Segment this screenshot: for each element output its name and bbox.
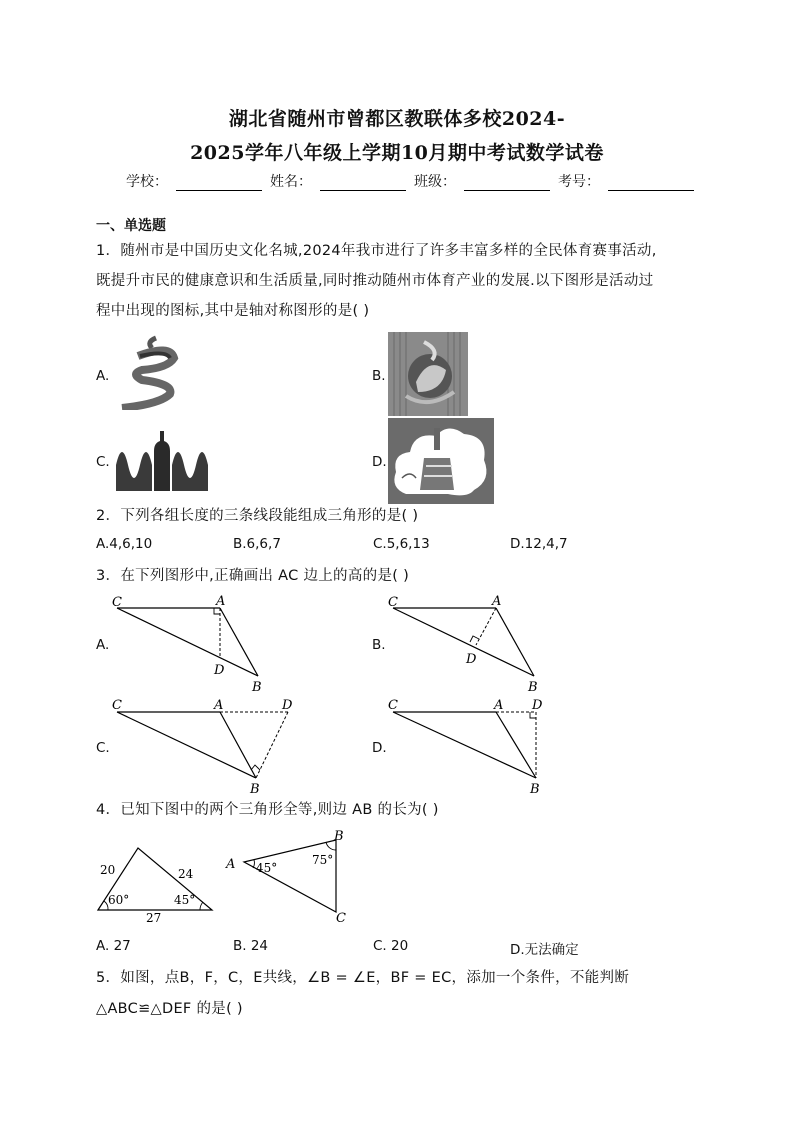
q3-figure-b — [384, 590, 554, 695]
angle-60: 60° — [108, 893, 130, 907]
label-a2: A — [226, 857, 236, 872]
q4-figure-2 — [224, 828, 354, 926]
q4-option-d[interactable]: D.无法确定 — [510, 942, 579, 958]
q4-stem: 4．已知下图中的两个三角形全等,则边 AB 的长为( ) — [96, 802, 439, 818]
q2-option-b[interactable]: B.6,6,7 — [233, 536, 281, 552]
q1-line-3: 程中出现的图标,其中是轴对称图形的是( ) — [96, 303, 370, 319]
q3-option-d-label: D. — [372, 740, 387, 756]
q2-option-a[interactable]: A.4,6,10 — [96, 536, 153, 552]
q1-line-1: 1．随州市是中国历史文化名城,2024年我市进行了许多丰富多样的全民体育赛事活动, — [96, 243, 657, 259]
q5-line-2: △ABC≌△DEF 的是( ) — [96, 1001, 243, 1017]
side-24: 24 — [178, 867, 194, 881]
q1-option-b-label: B. — [372, 368, 386, 384]
title-line-2: 2025学年八年级上学期10月期中考试数学试卷 — [190, 142, 604, 164]
label-b: B — [250, 782, 260, 796]
class-blank[interactable] — [464, 176, 550, 191]
angle-45b: 45° — [256, 861, 278, 875]
label-c2: C — [336, 911, 346, 926]
label-d: D — [214, 663, 225, 678]
school-label: 学校： — [126, 174, 168, 190]
q3-figure-a — [108, 590, 278, 695]
q2-stem: 2．下列各组长度的三条线段能组成三角形的是( ) — [96, 508, 419, 524]
section-heading: 一、单选题 — [96, 218, 166, 234]
label-b: B — [530, 782, 540, 796]
q3-option-b-label: B. — [372, 637, 386, 653]
label-b2: B — [334, 829, 344, 844]
q1-line-2: 既提升市民的健康意识和生活质量,同时推动随州市体育产业的发展.以下图形是活动过 — [96, 273, 654, 289]
label-c: C — [388, 595, 398, 610]
q3-figure-c — [108, 692, 308, 796]
name-label: 姓名： — [270, 174, 312, 190]
angle-75: 75° — [312, 853, 334, 867]
icon-c-bell-waves — [114, 425, 210, 495]
label-c: C — [388, 698, 398, 713]
student-info-row — [126, 171, 702, 191]
q5-line-1: 5．如图，点B，F，C，E共线，∠B = ∠E，BF = EC，添加一个条件，不能判断 — [96, 970, 630, 986]
label-a: A — [216, 594, 226, 609]
label-d: D — [466, 652, 477, 667]
q3-option-c-label: C. — [96, 740, 110, 756]
label-a: A — [492, 594, 502, 609]
q4-option-c[interactable]: C. 20 — [373, 938, 409, 954]
q1-option-c-label: C. — [96, 454, 110, 470]
q2-option-d[interactable]: D.12,4,7 — [510, 536, 568, 552]
side-27: 27 — [146, 911, 162, 924]
class-label: 班级： — [414, 174, 456, 190]
angle-45: 45° — [174, 893, 196, 907]
label-c: C — [112, 595, 122, 610]
title-line-1: 湖北省随州市曾都区教联体多校2024- — [228, 108, 566, 130]
q1-option-a-label: A. — [96, 368, 110, 384]
icon-d-cloud-bell — [388, 418, 494, 504]
q3-figure-d — [384, 692, 554, 796]
q4-option-a[interactable]: A. 27 — [96, 938, 131, 954]
exam-no-blank[interactable] — [608, 176, 694, 191]
label-a: A — [494, 698, 504, 713]
q4-figure-1 — [92, 840, 222, 924]
school-blank[interactable] — [176, 176, 262, 191]
q3-stem: 3．在下列图形中,正确画出 AC 边上的高的是( ) — [96, 568, 410, 584]
q3-option-a-label: A. — [96, 637, 110, 653]
exam-no-label: 考号： — [558, 174, 600, 190]
icon-b-emblem — [388, 332, 468, 416]
name-blank[interactable] — [320, 176, 406, 191]
label-d: D — [282, 698, 293, 713]
side-20: 20 — [100, 863, 116, 877]
label-c: C — [112, 698, 122, 713]
icon-a-swirl — [116, 334, 188, 410]
q2-option-c[interactable]: C.5,6,13 — [373, 536, 430, 552]
label-b: B — [252, 680, 262, 695]
label-d: D — [532, 698, 543, 713]
label-a: A — [214, 698, 224, 713]
q1-option-d-label: D. — [372, 454, 387, 470]
label-b: B — [528, 680, 538, 695]
q4-option-b[interactable]: B. 24 — [233, 938, 269, 954]
